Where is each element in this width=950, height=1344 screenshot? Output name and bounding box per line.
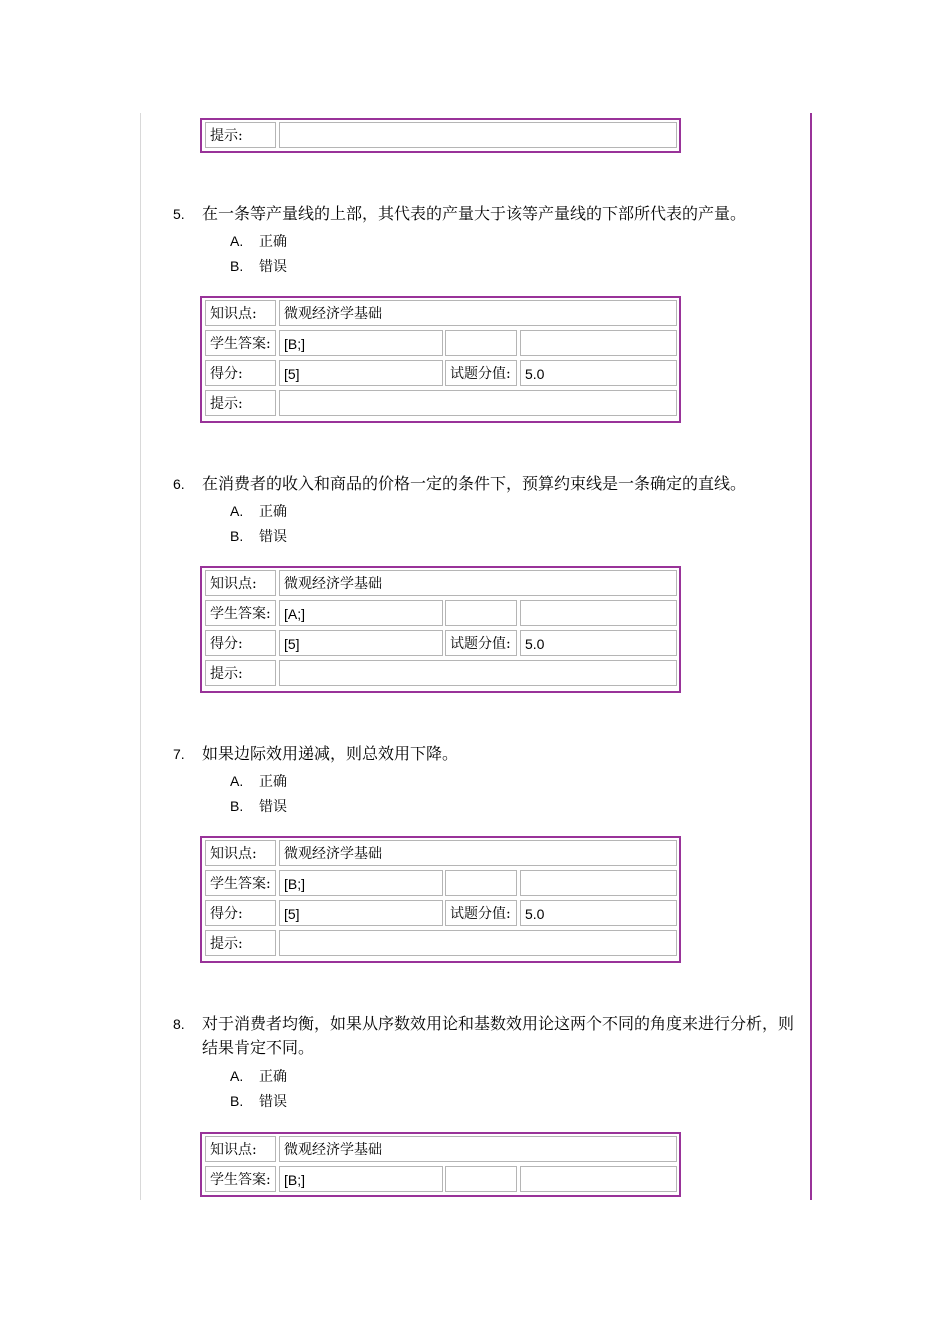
answer-row (202, 868, 679, 898)
knowledge-label: 知识点: (205, 570, 276, 596)
info-table-8 (200, 1132, 681, 1197)
question-number: 6. (173, 476, 185, 492)
score-value: [5] (279, 900, 443, 926)
option-label: 正确 (259, 1069, 287, 1085)
option-letter: A. (230, 233, 244, 249)
empty-cell (445, 1166, 517, 1192)
answer-value: [B;] (279, 330, 443, 356)
option-b[interactable] (230, 797, 287, 816)
option-label: 正确 (259, 504, 287, 520)
question-value-label: 试题分值: (445, 630, 517, 656)
knowledge-label: 知识点: (205, 840, 276, 866)
option-letter: B. (230, 258, 244, 274)
option-a[interactable] (230, 232, 287, 251)
right-margin-line (810, 113, 812, 1200)
question-value-label: 试题分值: (445, 360, 517, 386)
option-letter: B. (230, 798, 244, 814)
answer-label: 学生答案: (205, 870, 276, 896)
answer-label: 学生答案: (205, 330, 276, 356)
option-a[interactable] (230, 1067, 287, 1086)
question-value: 5.0 (520, 900, 677, 926)
left-margin-line (140, 113, 141, 1200)
hint-value (279, 930, 677, 956)
answer-value: [B;] (279, 1166, 443, 1192)
option-b[interactable] (230, 527, 287, 546)
question-text: 如果边际效用递减，则总效用下降。 (202, 744, 459, 763)
option-letter: B. (230, 1093, 244, 1109)
hint-label: 提示: (205, 122, 276, 148)
option-label: 正确 (259, 234, 287, 250)
empty-cell (445, 330, 517, 356)
empty-cell (520, 330, 677, 356)
option-a[interactable] (230, 502, 287, 521)
score-label: 得分: (205, 630, 276, 656)
score-row (202, 358, 679, 388)
option-label: 错误 (259, 799, 287, 815)
question-value: 5.0 (520, 360, 677, 386)
option-b[interactable] (230, 1092, 287, 1111)
knowledge-value: 微观经济学基础 (279, 300, 677, 326)
option-letter: B. (230, 528, 244, 544)
knowledge-row (202, 298, 679, 328)
empty-cell (520, 870, 677, 896)
option-label: 错误 (259, 259, 287, 275)
option-letter: A. (230, 1068, 244, 1084)
knowledge-row (202, 1134, 679, 1164)
knowledge-label: 知识点: (205, 300, 276, 326)
knowledge-row (202, 838, 679, 868)
info-table-6 (200, 566, 681, 693)
hint-row (202, 928, 679, 958)
hint-value (279, 122, 677, 148)
answer-value: [B;] (279, 870, 443, 896)
score-label: 得分: (205, 900, 276, 926)
answer-row (202, 1164, 679, 1194)
empty-cell (520, 1166, 677, 1192)
score-label: 得分: (205, 360, 276, 386)
answer-row (202, 598, 679, 628)
info-table-5 (200, 296, 681, 423)
score-value: [5] (279, 360, 443, 386)
knowledge-value: 微观经济学基础 (279, 1136, 677, 1162)
hint-row (202, 658, 679, 688)
question-text: 对于消费者均衡，如果从序数效用论和基数效用论这两个不同的角度来进行分析，则结果肯定不同。 (202, 1014, 795, 1057)
hint-row (202, 388, 679, 418)
empty-cell (445, 600, 517, 626)
score-row (202, 628, 679, 658)
answer-label: 学生答案: (205, 1166, 276, 1192)
empty-cell (445, 870, 517, 896)
option-label: 正确 (259, 774, 287, 790)
question-number: 8. (173, 1016, 185, 1032)
question-value-label: 试题分值: (445, 900, 517, 926)
answer-value: [A;] (279, 600, 443, 626)
question-number: 7. (173, 746, 185, 762)
hint-label: 提示: (205, 930, 276, 956)
empty-cell (520, 600, 677, 626)
question-text: 在消费者的收入和商品的价格一定的条件下，预算约束线是一条确定的直线。 (202, 474, 747, 493)
answer-row (202, 328, 679, 358)
option-letter: A. (230, 773, 244, 789)
hint-value (279, 660, 677, 686)
option-b[interactable] (230, 257, 287, 276)
knowledge-label: 知识点: (205, 1136, 276, 1162)
knowledge-value: 微观经济学基础 (279, 570, 677, 596)
info-table-7 (200, 836, 681, 963)
question-value: 5.0 (520, 630, 677, 656)
option-label: 错误 (259, 529, 287, 545)
option-letter: A. (230, 503, 244, 519)
knowledge-value: 微观经济学基础 (279, 840, 677, 866)
hint-label: 提示: (205, 390, 276, 416)
knowledge-row (202, 568, 679, 598)
question-number: 5. (173, 206, 185, 222)
question-text: 在一条等产量线的上部，其代表的产量大于该等产量线的下部所代表的产量。 (202, 204, 747, 223)
hint-label: 提示: (205, 660, 276, 686)
hint-row (202, 120, 679, 150)
hint-value (279, 390, 677, 416)
option-a[interactable] (230, 772, 287, 791)
score-row (202, 898, 679, 928)
answer-label: 学生答案: (205, 600, 276, 626)
option-label: 错误 (259, 1094, 287, 1110)
info-table-prev (200, 118, 681, 153)
score-value: [5] (279, 630, 443, 656)
